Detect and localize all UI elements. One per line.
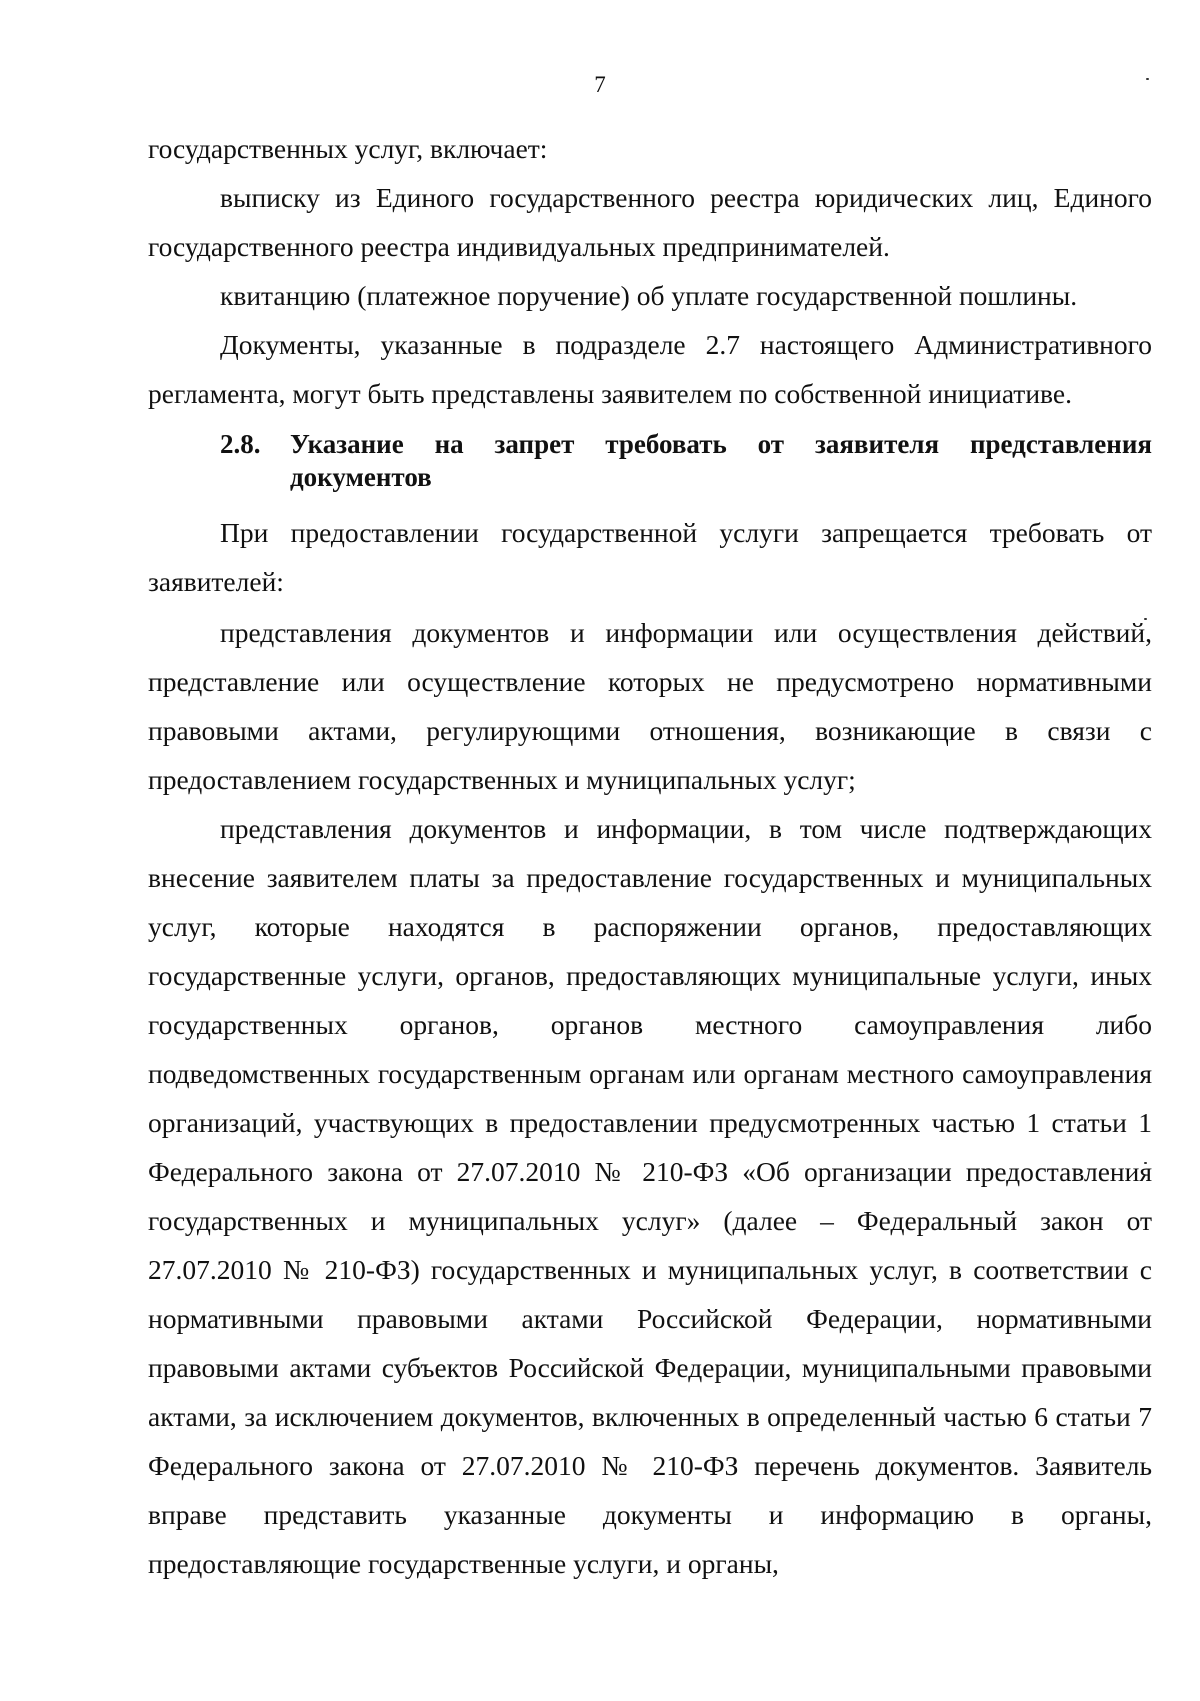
paragraph: представления документов и информации или осуществления действий, представление или осуществление которых не предусмотрено нормативными правовыми актами, регулирующими отношения, возникающие в связи с предоставлением государственных и муниципальных услуг; <box>148 617 1152 795</box>
section-title: Указание на запрет требовать от заявителя представления документов <box>290 429 1152 492</box>
page-number: 7 <box>594 72 606 97</box>
paragraph: выписку из Единого государственного реестра юридических лиц, Единого государственного реестра индивидуальных предпринимателей. <box>148 182 1152 262</box>
paragraph: государственных услуг, включает: <box>148 133 548 164</box>
scan-speck <box>1146 78 1149 80</box>
section-number: 2.8. <box>220 429 261 459</box>
paragraph: При предоставлении государственной услуги запрещается требовать от заявителей: <box>148 517 1152 597</box>
document-body <box>148 124 1152 1588</box>
section-heading <box>220 428 1152 494</box>
paragraph: квитанцию (платежное поручение) об уплате государственной пошлины. <box>220 280 1078 311</box>
paragraph: представления документов и информации, в том числе подтверждающих внесение заявителем платы за предоставление государственных и муниципальных услуг, которые находятся в распоряжении органов, предоставляющих государственные услуги, органов, предоставляющих муниципальные услуги, иных государственных органов, органов местного самоуправления либо подведомственных государственным органам или органам местного самоуправления организаций, участвующих в предоставлении предусмотренных частью 1 статьи 1 Федерального закона от 27.07.2010 № 210-ФЗ «Об организации предоставления государственных и муниципальных услуг» (далее – Федеральный закон от 27.07.2010 № 210-ФЗ) государственных и муниципальных услуг, в соответствии с нормативными правовыми актами Российской Федерации, нормативными правовыми актами субъектов Российской Федерации, муниципальными правовыми актами, за исключением документов, включенных в определенный частью 6 статьи 7 Федерального закона от 27.07.2010 № 210-ФЗ перечень документов. Заявитель вправе представить указанные документы и информацию в органы, предоставляющие государственные услуги, и органы, <box>148 813 1152 1579</box>
paragraph: Документы, указанные в подразделе 2.7 настоящего Административного регламента, могут быть представлены заявителем по собственной инициативе. <box>148 329 1152 409</box>
